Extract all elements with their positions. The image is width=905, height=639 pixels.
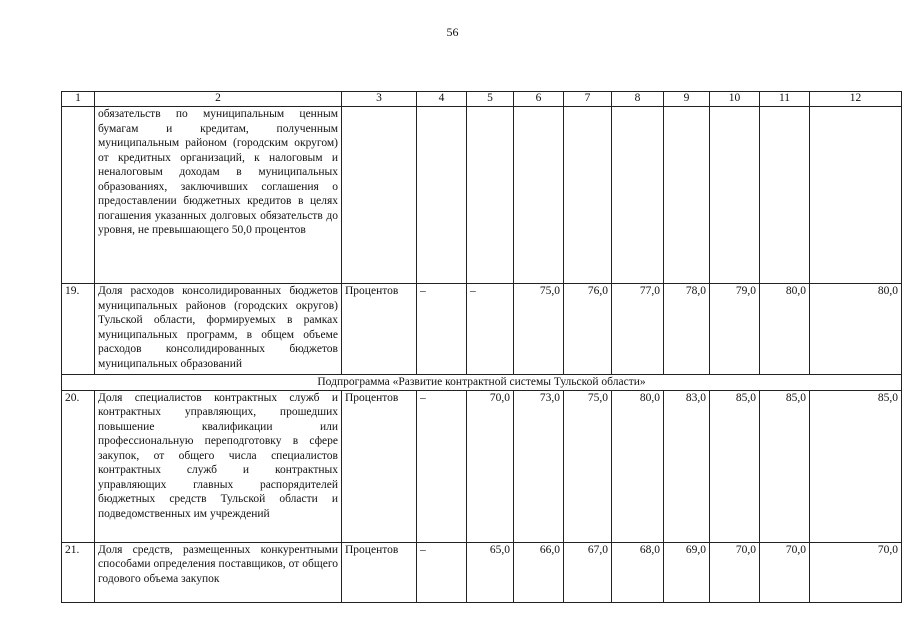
value-cell: 85,0 bbox=[760, 390, 810, 542]
header-cell: 4 bbox=[417, 92, 467, 107]
table-row bbox=[62, 390, 902, 542]
row-number: 20. bbox=[62, 390, 95, 542]
header-cell: 5 bbox=[467, 92, 514, 107]
value-cell: 70,0 bbox=[710, 542, 760, 602]
indicator-description: Доля средств, размещенных конкурентными способами определения поставщиков, от общего годового объема закупок bbox=[95, 542, 342, 602]
value-cell: 70,0 bbox=[760, 542, 810, 602]
header-cell: 3 bbox=[342, 92, 417, 107]
value-cell: 70,0 bbox=[810, 542, 902, 602]
value-cell: 68,0 bbox=[612, 542, 664, 602]
value-cell: 85,0 bbox=[710, 390, 760, 542]
subprogram-title: Подпрограмма «Развитие контрактной системы Тульской области» bbox=[62, 375, 902, 391]
value-cell: – bbox=[417, 542, 467, 602]
value-cell: – bbox=[467, 284, 514, 375]
header-cell: 10 bbox=[710, 92, 760, 107]
unit-cell: Процентов bbox=[342, 284, 417, 375]
header-cell: 11 bbox=[760, 92, 810, 107]
value-cell bbox=[564, 107, 612, 284]
indicator-description: Доля расходов консолидированных бюджетов муниципальных районов (городских округов) Тульской области, формируемых в рамках муниципальных программ, в общем объеме расходов консолидированных бюджетов муниципальных образований bbox=[95, 284, 342, 375]
value-cell bbox=[664, 107, 710, 284]
value-cell: 77,0 bbox=[612, 284, 664, 375]
row-number bbox=[62, 107, 95, 284]
unit-cell: Процентов bbox=[342, 390, 417, 542]
header-cell: 7 bbox=[564, 92, 612, 107]
value-cell: 76,0 bbox=[564, 284, 612, 375]
table-row bbox=[62, 284, 902, 375]
value-cell: 66,0 bbox=[514, 542, 564, 602]
value-cell bbox=[514, 107, 564, 284]
value-cell: – bbox=[417, 284, 467, 375]
value-cell: 69,0 bbox=[664, 542, 710, 602]
row-number: 19. bbox=[62, 284, 95, 375]
header-cell: 8 bbox=[612, 92, 664, 107]
unit-cell: Процентов bbox=[342, 542, 417, 602]
header-cell: 12 bbox=[810, 92, 902, 107]
value-cell bbox=[467, 107, 514, 284]
header-cell: 6 bbox=[514, 92, 564, 107]
value-cell bbox=[710, 107, 760, 284]
value-cell bbox=[760, 107, 810, 284]
value-cell: – bbox=[417, 390, 467, 542]
value-cell bbox=[810, 107, 902, 284]
value-cell: 65,0 bbox=[467, 542, 514, 602]
header-cell: 2 bbox=[95, 92, 342, 107]
table-row bbox=[62, 542, 902, 602]
value-cell: 85,0 bbox=[810, 390, 902, 542]
page-number: 56 bbox=[446, 25, 459, 39]
indicator-description: Доля специалистов контрактных служб и контрактных управляющих, прошедших повышение квалификации или профессиональную переподготовку в сфере закупок, от общего числа специалистов контрактных служб и контрактных управляющих главных распорядителей бюджетных средств Тульской области и подведомственных им учреждений bbox=[95, 390, 342, 542]
value-cell: 83,0 bbox=[664, 390, 710, 542]
value-cell bbox=[612, 107, 664, 284]
header-cell: 1 bbox=[62, 92, 95, 107]
subprogram-row bbox=[62, 375, 902, 391]
indicators-table bbox=[61, 91, 902, 603]
unit-cell bbox=[342, 107, 417, 284]
value-cell bbox=[417, 107, 467, 284]
value-cell: 80,0 bbox=[810, 284, 902, 375]
table-row bbox=[62, 107, 902, 284]
header-row bbox=[62, 92, 902, 107]
value-cell: 80,0 bbox=[612, 390, 664, 542]
value-cell: 75,0 bbox=[514, 284, 564, 375]
indicator-description: обязательств по муниципальным ценным бумагам и кредитам, полученным муниципальным районом (городским округом) от кредитных организаций, к налоговым и неналоговым доходам в муниципальных образованиях, заключивших соглашения о предоставлении бюджетных кредитов в целях погашения указанных долговых обязательств до уровня, не превышающего 50,0 процентов bbox=[95, 107, 342, 284]
header-cell: 9 bbox=[664, 92, 710, 107]
value-cell: 73,0 bbox=[514, 390, 564, 542]
row-number: 21. bbox=[62, 542, 95, 602]
value-cell: 75,0 bbox=[564, 390, 612, 542]
value-cell: 70,0 bbox=[467, 390, 514, 542]
value-cell: 79,0 bbox=[710, 284, 760, 375]
value-cell: 78,0 bbox=[664, 284, 710, 375]
value-cell: 67,0 bbox=[564, 542, 612, 602]
value-cell: 80,0 bbox=[760, 284, 810, 375]
